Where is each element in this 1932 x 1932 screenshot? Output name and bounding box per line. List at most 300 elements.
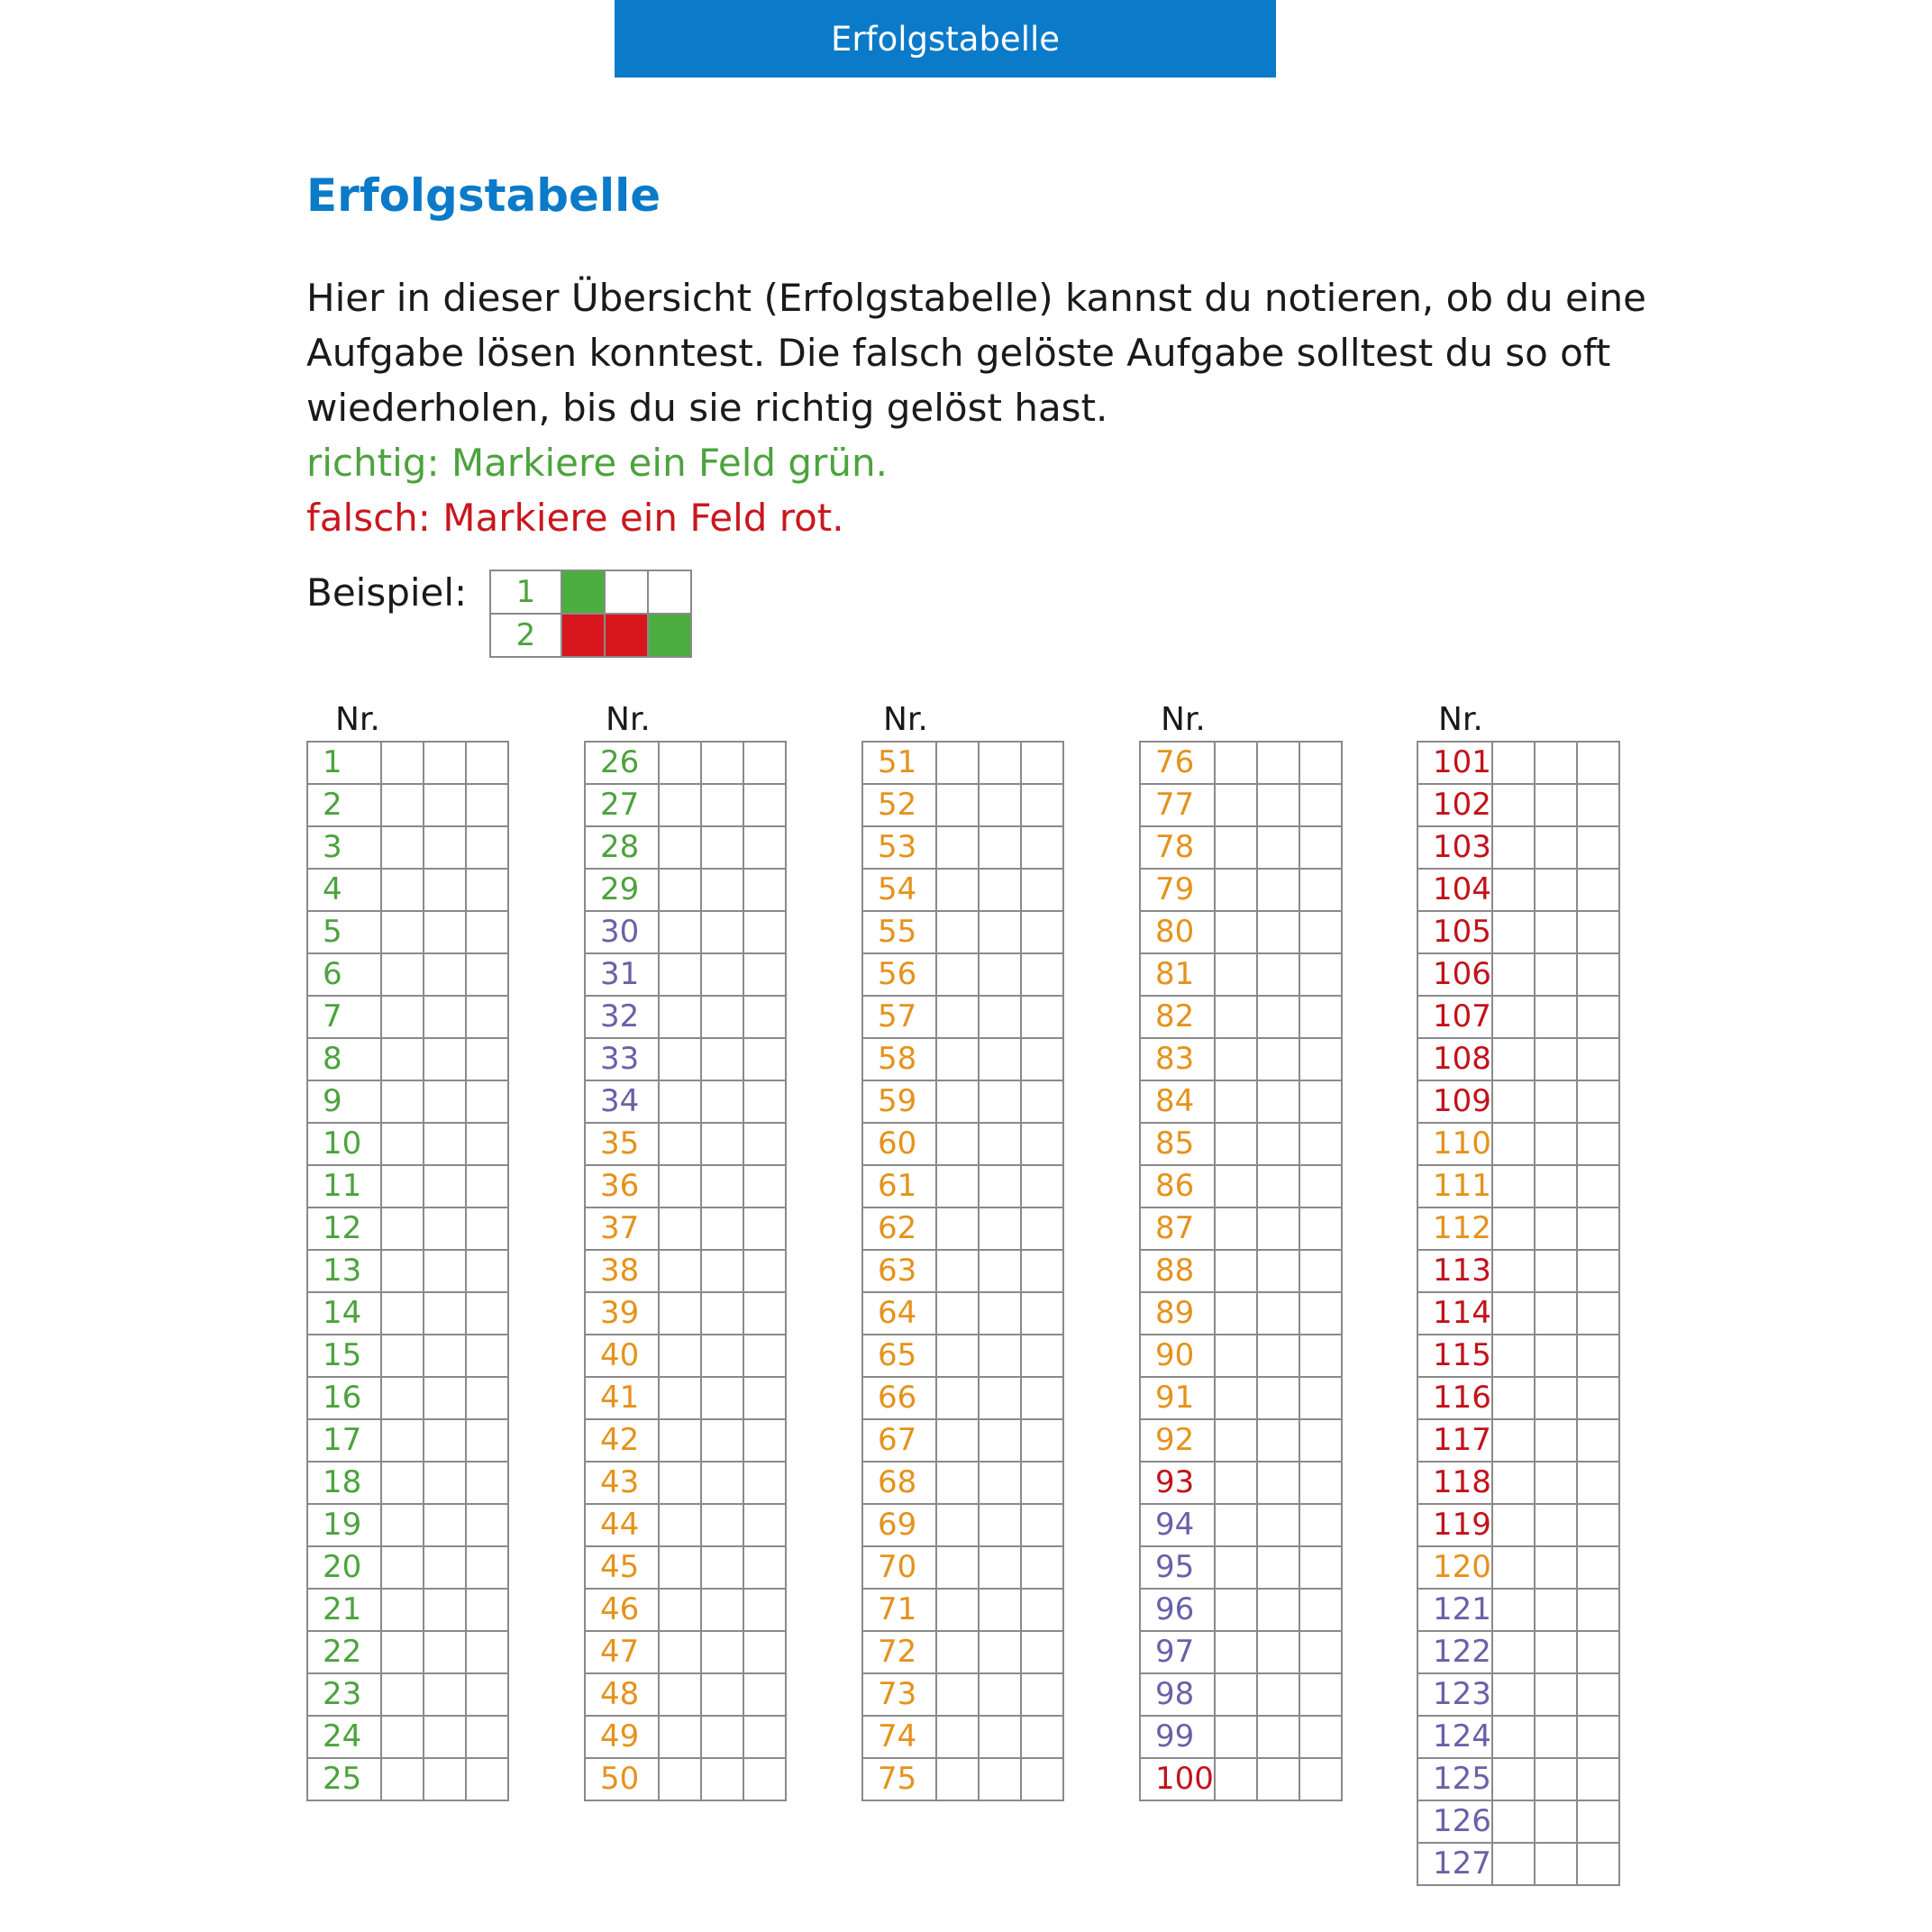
mark-cell[interactable] — [1299, 1504, 1342, 1546]
mark-cell[interactable] — [1535, 1419, 1577, 1462]
mark-cell[interactable] — [1535, 1080, 1577, 1123]
mark-cell[interactable] — [1299, 1208, 1342, 1250]
mark-cell[interactable] — [659, 1462, 701, 1504]
mark-cell[interactable] — [743, 784, 786, 826]
mark-cell[interactable] — [1215, 1292, 1257, 1335]
mark-cell[interactable] — [1021, 784, 1063, 826]
mark-cell[interactable] — [659, 1292, 701, 1335]
mark-cell[interactable] — [1492, 1843, 1535, 1885]
mark-cell[interactable] — [979, 869, 1021, 911]
mark-cell[interactable] — [1492, 1292, 1535, 1335]
mark-cell[interactable] — [1492, 1800, 1535, 1843]
mark-cell[interactable] — [1021, 1546, 1063, 1589]
mark-cell[interactable] — [1299, 1292, 1342, 1335]
mark-cell[interactable] — [1535, 1546, 1577, 1589]
mark-cell[interactable] — [743, 911, 786, 953]
mark-cell[interactable] — [701, 1462, 743, 1504]
mark-cell[interactable] — [1257, 1250, 1299, 1292]
mark-cell[interactable] — [979, 1123, 1021, 1165]
mark-cell[interactable] — [701, 1038, 743, 1080]
mark-cell[interactable] — [936, 1292, 979, 1335]
mark-cell[interactable] — [1492, 1673, 1535, 1716]
mark-cell[interactable] — [1492, 1335, 1535, 1377]
mark-cell[interactable] — [979, 1165, 1021, 1208]
mark-cell[interactable] — [1021, 1165, 1063, 1208]
mark-cell[interactable] — [659, 1165, 701, 1208]
mark-cell[interactable] — [466, 826, 508, 869]
mark-cell[interactable] — [1215, 1123, 1257, 1165]
mark-cell[interactable] — [1492, 1080, 1535, 1123]
mark-cell[interactable] — [701, 1292, 743, 1335]
mark-cell[interactable] — [1215, 1208, 1257, 1250]
mark-cell[interactable] — [466, 911, 508, 953]
mark-cell[interactable] — [936, 1208, 979, 1250]
mark-cell[interactable] — [743, 1631, 786, 1673]
mark-cell[interactable] — [1535, 742, 1577, 784]
mark-cell[interactable] — [1021, 1758, 1063, 1800]
mark-cell[interactable] — [1021, 1589, 1063, 1631]
mark-cell[interactable] — [1535, 1335, 1577, 1377]
mark-cell[interactable] — [1492, 742, 1535, 784]
mark-cell[interactable] — [936, 1462, 979, 1504]
mark-cell[interactable] — [743, 1589, 786, 1631]
mark-cell[interactable] — [979, 953, 1021, 996]
mark-cell[interactable] — [1492, 996, 1535, 1038]
mark-cell[interactable] — [1492, 1123, 1535, 1165]
mark-cell[interactable] — [936, 1716, 979, 1758]
mark-cell[interactable] — [1215, 996, 1257, 1038]
mark-cell[interactable] — [1299, 1419, 1342, 1462]
mark-cell[interactable] — [1021, 1038, 1063, 1080]
mark-cell[interactable] — [659, 911, 701, 953]
mark-cell[interactable] — [936, 869, 979, 911]
mark-cell[interactable] — [1492, 1208, 1535, 1250]
mark-cell[interactable] — [1215, 1462, 1257, 1504]
mark-cell[interactable] — [936, 1758, 979, 1800]
mark-cell[interactable] — [1299, 996, 1342, 1038]
mark-cell[interactable] — [1299, 1631, 1342, 1673]
mark-cell[interactable] — [936, 784, 979, 826]
mark-cell[interactable] — [1299, 1716, 1342, 1758]
mark-cell[interactable] — [659, 1419, 701, 1462]
mark-cell[interactable] — [659, 1038, 701, 1080]
mark-cell[interactable] — [1492, 1589, 1535, 1631]
mark-cell[interactable] — [979, 1208, 1021, 1250]
mark-cell[interactable] — [659, 1080, 701, 1123]
mark-cell[interactable] — [1577, 1165, 1619, 1208]
mark-cell[interactable] — [424, 826, 466, 869]
mark-cell[interactable] — [1299, 742, 1342, 784]
mark-cell[interactable] — [659, 1123, 701, 1165]
mark-cell[interactable] — [424, 1462, 466, 1504]
mark-cell[interactable] — [659, 1504, 701, 1546]
mark-cell[interactable] — [1257, 911, 1299, 953]
mark-cell[interactable] — [424, 911, 466, 953]
mark-cell[interactable] — [701, 1335, 743, 1377]
mark-cell[interactable] — [701, 1758, 743, 1800]
mark-cell[interactable] — [1492, 1546, 1535, 1589]
mark-cell[interactable] — [381, 953, 424, 996]
mark-cell[interactable] — [466, 1673, 508, 1716]
mark-cell[interactable] — [1215, 911, 1257, 953]
mark-cell[interactable] — [1257, 1335, 1299, 1377]
mark-cell[interactable] — [424, 1123, 466, 1165]
mark-cell[interactable] — [936, 1038, 979, 1080]
mark-cell[interactable] — [1215, 1673, 1257, 1716]
mark-cell[interactable] — [1535, 826, 1577, 869]
mark-cell[interactable] — [743, 1038, 786, 1080]
mark-cell[interactable] — [743, 1335, 786, 1377]
mark-cell[interactable] — [466, 996, 508, 1038]
mark-cell[interactable] — [1215, 784, 1257, 826]
mark-cell[interactable] — [743, 1673, 786, 1716]
mark-cell[interactable] — [1535, 1208, 1577, 1250]
mark-cell[interactable] — [701, 1165, 743, 1208]
mark-cell[interactable] — [1257, 1123, 1299, 1165]
mark-cell[interactable] — [1257, 1504, 1299, 1546]
mark-cell[interactable] — [1492, 826, 1535, 869]
mark-cell[interactable] — [381, 1504, 424, 1546]
mark-cell[interactable] — [1021, 826, 1063, 869]
mark-cell[interactable] — [1215, 1546, 1257, 1589]
mark-cell[interactable] — [381, 1038, 424, 1080]
mark-cell[interactable] — [979, 742, 1021, 784]
mark-cell[interactable] — [424, 1080, 466, 1123]
mark-cell[interactable] — [1492, 784, 1535, 826]
mark-cell[interactable] — [936, 1631, 979, 1673]
mark-cell[interactable] — [1299, 1377, 1342, 1419]
mark-cell[interactable] — [1492, 1631, 1535, 1673]
mark-cell[interactable] — [936, 911, 979, 953]
mark-cell[interactable] — [979, 1292, 1021, 1335]
mark-cell[interactable] — [1577, 953, 1619, 996]
mark-cell[interactable] — [1257, 1208, 1299, 1250]
mark-cell[interactable] — [743, 1419, 786, 1462]
mark-cell[interactable] — [1492, 1462, 1535, 1504]
mark-cell[interactable] — [936, 1123, 979, 1165]
mark-cell[interactable] — [1021, 1504, 1063, 1546]
mark-cell[interactable] — [424, 1546, 466, 1589]
mark-cell[interactable] — [743, 826, 786, 869]
mark-cell[interactable] — [979, 1546, 1021, 1589]
mark-cell[interactable] — [466, 953, 508, 996]
mark-cell[interactable] — [1021, 1335, 1063, 1377]
mark-cell[interactable] — [1577, 911, 1619, 953]
mark-cell[interactable] — [1577, 1462, 1619, 1504]
mark-cell[interactable] — [1215, 1250, 1257, 1292]
mark-cell[interactable] — [1257, 1631, 1299, 1673]
mark-cell[interactable] — [381, 1546, 424, 1589]
mark-cell[interactable] — [1299, 1462, 1342, 1504]
mark-cell[interactable] — [1257, 996, 1299, 1038]
mark-cell[interactable] — [1215, 869, 1257, 911]
mark-cell[interactable] — [659, 1250, 701, 1292]
mark-cell[interactable] — [1577, 1758, 1619, 1800]
mark-cell[interactable] — [424, 1208, 466, 1250]
mark-cell[interactable] — [381, 784, 424, 826]
mark-cell[interactable] — [1577, 1673, 1619, 1716]
mark-cell[interactable] — [936, 1377, 979, 1419]
mark-cell[interactable] — [424, 996, 466, 1038]
mark-cell[interactable] — [1299, 1758, 1342, 1800]
mark-cell[interactable] — [1535, 1631, 1577, 1673]
mark-cell[interactable] — [1299, 1250, 1342, 1292]
mark-cell[interactable] — [936, 1419, 979, 1462]
mark-cell[interactable] — [1492, 1038, 1535, 1080]
mark-cell[interactable] — [1021, 1673, 1063, 1716]
mark-cell[interactable] — [1535, 1462, 1577, 1504]
mark-cell[interactable] — [1577, 826, 1619, 869]
mark-cell[interactable] — [743, 1758, 786, 1800]
mark-cell[interactable] — [424, 1758, 466, 1800]
mark-cell[interactable] — [1577, 1292, 1619, 1335]
mark-cell[interactable] — [701, 911, 743, 953]
mark-cell[interactable] — [424, 1165, 466, 1208]
mark-cell[interactable] — [1535, 869, 1577, 911]
mark-cell[interactable] — [743, 742, 786, 784]
mark-cell[interactable] — [1021, 953, 1063, 996]
mark-cell[interactable] — [979, 784, 1021, 826]
mark-cell[interactable] — [936, 953, 979, 996]
mark-cell[interactable] — [1257, 953, 1299, 996]
mark-cell[interactable] — [381, 1377, 424, 1419]
mark-cell[interactable] — [466, 1716, 508, 1758]
mark-cell[interactable] — [743, 1377, 786, 1419]
mark-cell[interactable] — [1021, 1716, 1063, 1758]
mark-cell[interactable] — [381, 1080, 424, 1123]
mark-cell[interactable] — [424, 1377, 466, 1419]
mark-cell[interactable] — [979, 1589, 1021, 1631]
mark-cell[interactable] — [466, 1208, 508, 1250]
mark-cell[interactable] — [466, 1758, 508, 1800]
mark-cell[interactable] — [381, 1716, 424, 1758]
mark-cell[interactable] — [1215, 1335, 1257, 1377]
mark-cell[interactable] — [1257, 1038, 1299, 1080]
mark-cell[interactable] — [701, 1673, 743, 1716]
mark-cell[interactable] — [701, 1080, 743, 1123]
mark-cell[interactable] — [936, 1165, 979, 1208]
mark-cell[interactable] — [1535, 1716, 1577, 1758]
mark-cell[interactable] — [659, 826, 701, 869]
mark-cell[interactable] — [1577, 1038, 1619, 1080]
mark-cell[interactable] — [1257, 1377, 1299, 1419]
mark-cell[interactable] — [1215, 1419, 1257, 1462]
mark-cell[interactable] — [424, 1335, 466, 1377]
mark-cell[interactable] — [1021, 1208, 1063, 1250]
mark-cell[interactable] — [466, 1377, 508, 1419]
mark-cell[interactable] — [701, 784, 743, 826]
mark-cell[interactable] — [1492, 1758, 1535, 1800]
mark-cell[interactable] — [1577, 1335, 1619, 1377]
mark-cell[interactable] — [466, 1504, 508, 1546]
mark-cell[interactable] — [936, 996, 979, 1038]
mark-cell[interactable] — [1577, 869, 1619, 911]
mark-cell[interactable] — [1492, 1165, 1535, 1208]
mark-cell[interactable] — [1577, 1080, 1619, 1123]
mark-cell[interactable] — [701, 1546, 743, 1589]
mark-cell[interactable] — [1577, 1250, 1619, 1292]
mark-cell[interactable] — [1299, 1080, 1342, 1123]
mark-cell[interactable] — [979, 1080, 1021, 1123]
mark-cell[interactable] — [1021, 1462, 1063, 1504]
mark-cell[interactable] — [381, 1123, 424, 1165]
mark-cell[interactable] — [1577, 784, 1619, 826]
mark-cell[interactable] — [1535, 996, 1577, 1038]
mark-cell[interactable] — [1215, 1038, 1257, 1080]
mark-cell[interactable] — [659, 1589, 701, 1631]
mark-cell[interactable] — [1492, 953, 1535, 996]
mark-cell[interactable] — [743, 1250, 786, 1292]
mark-cell[interactable] — [936, 1080, 979, 1123]
mark-cell[interactable] — [1535, 784, 1577, 826]
mark-cell[interactable] — [381, 1419, 424, 1462]
mark-cell[interactable] — [659, 1631, 701, 1673]
mark-cell[interactable] — [1021, 1080, 1063, 1123]
mark-cell[interactable] — [1577, 1377, 1619, 1419]
mark-cell[interactable] — [701, 1208, 743, 1250]
mark-cell[interactable] — [1021, 869, 1063, 911]
mark-cell[interactable] — [1021, 1377, 1063, 1419]
mark-cell[interactable] — [1535, 911, 1577, 953]
mark-cell[interactable] — [1577, 1631, 1619, 1673]
mark-cell[interactable] — [659, 742, 701, 784]
mark-cell[interactable] — [1299, 1589, 1342, 1631]
mark-cell[interactable] — [1577, 1716, 1619, 1758]
mark-cell[interactable] — [1257, 826, 1299, 869]
mark-cell[interactable] — [1257, 869, 1299, 911]
mark-cell[interactable] — [466, 1292, 508, 1335]
mark-cell[interactable] — [1021, 1250, 1063, 1292]
mark-cell[interactable] — [701, 996, 743, 1038]
mark-cell[interactable] — [1535, 1250, 1577, 1292]
mark-cell[interactable] — [424, 784, 466, 826]
mark-cell[interactable] — [701, 1123, 743, 1165]
mark-cell[interactable] — [743, 869, 786, 911]
mark-cell[interactable] — [1215, 1716, 1257, 1758]
mark-cell[interactable] — [979, 1631, 1021, 1673]
mark-cell[interactable] — [381, 1631, 424, 1673]
mark-cell[interactable] — [1021, 1631, 1063, 1673]
mark-cell[interactable] — [659, 784, 701, 826]
mark-cell[interactable] — [1257, 1758, 1299, 1800]
mark-cell[interactable] — [1535, 1377, 1577, 1419]
mark-cell[interactable] — [1299, 1038, 1342, 1080]
mark-cell[interactable] — [1492, 911, 1535, 953]
mark-cell[interactable] — [1021, 1123, 1063, 1165]
mark-cell[interactable] — [381, 1758, 424, 1800]
mark-cell[interactable] — [1299, 1165, 1342, 1208]
mark-cell[interactable] — [701, 1250, 743, 1292]
mark-cell[interactable] — [381, 1589, 424, 1631]
mark-cell[interactable] — [1257, 1462, 1299, 1504]
mark-cell[interactable] — [701, 742, 743, 784]
mark-cell[interactable] — [424, 1038, 466, 1080]
mark-cell[interactable] — [1257, 1716, 1299, 1758]
mark-cell[interactable] — [743, 1716, 786, 1758]
mark-cell[interactable] — [979, 1038, 1021, 1080]
mark-cell[interactable] — [979, 1377, 1021, 1419]
mark-cell[interactable] — [1021, 996, 1063, 1038]
mark-cell[interactable] — [1299, 1335, 1342, 1377]
mark-cell[interactable] — [381, 1165, 424, 1208]
mark-cell[interactable] — [1492, 1419, 1535, 1462]
mark-cell[interactable] — [1215, 1080, 1257, 1123]
mark-cell[interactable] — [1215, 1589, 1257, 1631]
mark-cell[interactable] — [743, 1123, 786, 1165]
mark-cell[interactable] — [1577, 1843, 1619, 1885]
mark-cell[interactable] — [1492, 869, 1535, 911]
mark-cell[interactable] — [743, 1292, 786, 1335]
mark-cell[interactable] — [1535, 1673, 1577, 1716]
mark-cell[interactable] — [1299, 1673, 1342, 1716]
mark-cell[interactable] — [701, 826, 743, 869]
mark-cell[interactable] — [381, 1673, 424, 1716]
mark-cell[interactable] — [979, 1716, 1021, 1758]
mark-cell[interactable] — [1299, 1123, 1342, 1165]
mark-cell[interactable] — [743, 1504, 786, 1546]
mark-cell[interactable] — [659, 953, 701, 996]
mark-cell[interactable] — [381, 1335, 424, 1377]
mark-cell[interactable] — [466, 1080, 508, 1123]
mark-cell[interactable] — [743, 953, 786, 996]
mark-cell[interactable] — [743, 1208, 786, 1250]
mark-cell[interactable] — [1577, 1546, 1619, 1589]
mark-cell[interactable] — [979, 1758, 1021, 1800]
mark-cell[interactable] — [466, 784, 508, 826]
mark-cell[interactable] — [659, 1673, 701, 1716]
mark-cell[interactable] — [659, 1546, 701, 1589]
mark-cell[interactable] — [1535, 1123, 1577, 1165]
mark-cell[interactable] — [979, 1462, 1021, 1504]
mark-cell[interactable] — [424, 1631, 466, 1673]
mark-cell[interactable] — [979, 1250, 1021, 1292]
mark-cell[interactable] — [1215, 826, 1257, 869]
mark-cell[interactable] — [424, 1504, 466, 1546]
mark-cell[interactable] — [1215, 1377, 1257, 1419]
mark-cell[interactable] — [1257, 784, 1299, 826]
mark-cell[interactable] — [466, 1250, 508, 1292]
mark-cell[interactable] — [936, 1673, 979, 1716]
mark-cell[interactable] — [1299, 911, 1342, 953]
mark-cell[interactable] — [1535, 1165, 1577, 1208]
mark-cell[interactable] — [466, 1038, 508, 1080]
mark-cell[interactable] — [1535, 1758, 1577, 1800]
mark-cell[interactable] — [466, 1419, 508, 1462]
mark-cell[interactable] — [1215, 1165, 1257, 1208]
mark-cell[interactable] — [1492, 1377, 1535, 1419]
mark-cell[interactable] — [424, 869, 466, 911]
mark-cell[interactable] — [466, 1335, 508, 1377]
mark-cell[interactable] — [936, 1335, 979, 1377]
mark-cell[interactable] — [1577, 996, 1619, 1038]
mark-cell[interactable] — [1299, 826, 1342, 869]
mark-cell[interactable] — [701, 1631, 743, 1673]
mark-cell[interactable] — [1577, 742, 1619, 784]
mark-cell[interactable] — [1257, 1673, 1299, 1716]
mark-cell[interactable] — [381, 826, 424, 869]
mark-cell[interactable] — [1215, 742, 1257, 784]
mark-cell[interactable] — [1535, 1504, 1577, 1546]
mark-cell[interactable] — [1257, 1546, 1299, 1589]
mark-cell[interactable] — [1021, 1419, 1063, 1462]
mark-cell[interactable] — [1299, 953, 1342, 996]
mark-cell[interactable] — [1577, 1208, 1619, 1250]
mark-cell[interactable] — [979, 1504, 1021, 1546]
mark-cell[interactable] — [979, 996, 1021, 1038]
mark-cell[interactable] — [659, 1208, 701, 1250]
mark-cell[interactable] — [979, 1419, 1021, 1462]
mark-cell[interactable] — [659, 1377, 701, 1419]
